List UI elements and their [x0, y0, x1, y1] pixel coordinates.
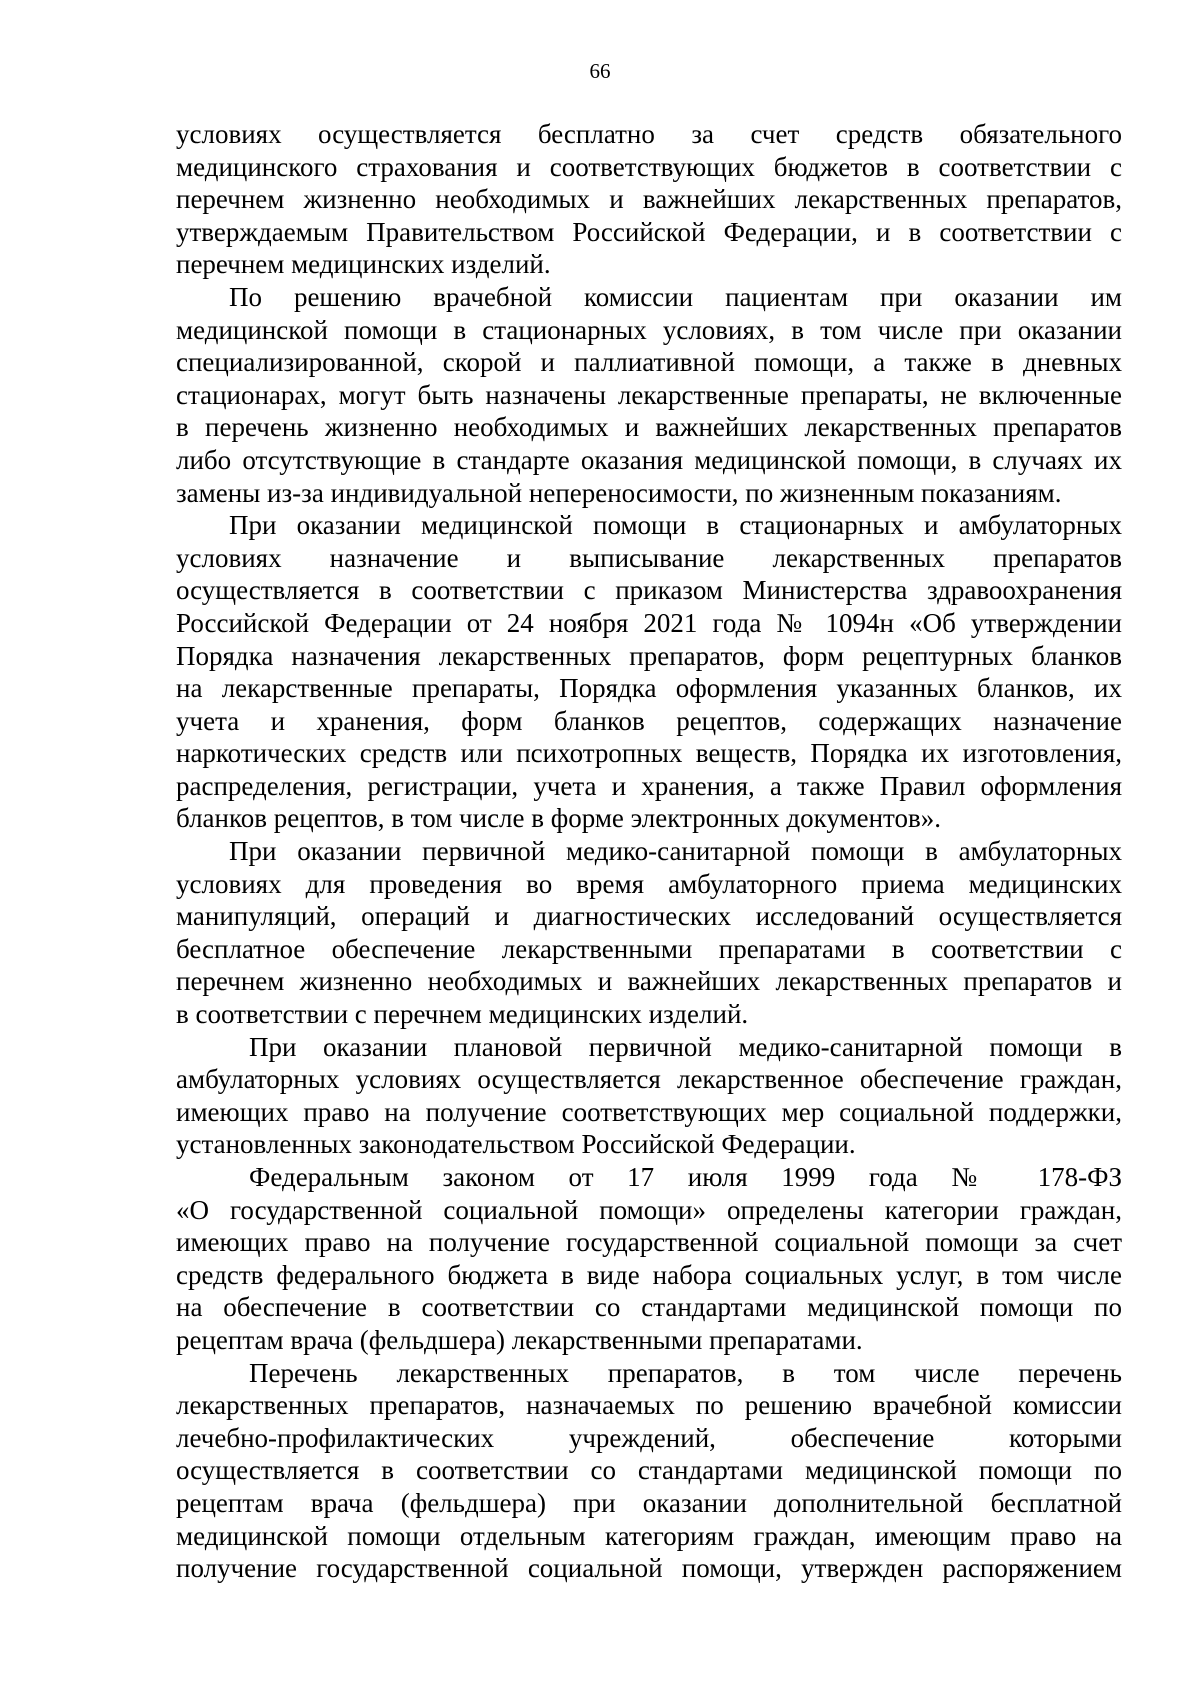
text-line: бесплатное обеспечение лекарственными препаратами в соответствии с — [176, 933, 1122, 964]
text-line: «О государственной социальной помощи» определены категории граждан, — [176, 1194, 1122, 1225]
text-line: рецептам врача (фельдшера) при оказании дополнительной бесплатной — [176, 1487, 1122, 1518]
text-line: осуществляется в соответствии со стандартами медицинской помощи по — [176, 1455, 1122, 1486]
paragraph — [176, 281, 1122, 509]
paragraph — [176, 1357, 1122, 1585]
text-line: наркотических средств или психотропных веществ, Порядка их изготовления, — [176, 738, 1122, 769]
text-line: утверждаемым Правительством Российской Федерации, и в соответствии с — [176, 216, 1122, 247]
text-line: манипуляций, операций и диагностических исследований осуществляется — [176, 901, 1122, 932]
text-line: на обеспечение в соответствии со стандартами медицинской помощи по — [176, 1292, 1122, 1323]
text-line: в перечень жизненно необходимых и важнейших лекарственных препаратов — [176, 412, 1122, 443]
text-line: учета и хранения, форм бланков рецептов, содержащих назначение — [176, 705, 1122, 736]
text-line: Федеральным законом от 17 июля 1999 года № 178-ФЗ — [249, 1162, 1122, 1192]
text-line: перечнем медицинских изделий. — [176, 249, 551, 280]
text-line: замены из-за индивидуальной непереносимости, по жизненным показаниям. — [176, 477, 1062, 508]
text-line: При оказании плановой первичной медико-санитарной помощи в — [249, 1031, 1122, 1062]
text-line: рецептам врача (фельдшера) лекарственными препаратами. — [176, 1324, 863, 1355]
document-body — [176, 118, 1122, 1585]
text-line: условиях для проведения во время амбулаторного приема медицинских — [176, 868, 1122, 899]
text-line: При оказании первичной медико-санитарной помощи в амбулаторных — [229, 836, 1122, 867]
text-line: в соответствии с перечнем медицинских изделий. — [176, 999, 749, 1030]
text-line: специализированной, скорой и паллиативной помощи, а также в дневных — [176, 347, 1122, 378]
text-line: либо отсутствующие в стандарте оказания медицинской помощи, в случаях их — [176, 444, 1122, 475]
text-line: имеющих право на получение государственной социальной помощи за счет — [176, 1227, 1122, 1258]
text-line: Порядка назначения лекарственных препаратов, форм рецептурных бланков — [176, 640, 1122, 671]
paragraph — [176, 1031, 1122, 1161]
text-line: Перечень лекарственных препаратов, в том числе перечень — [249, 1357, 1122, 1388]
paragraph — [176, 835, 1122, 1031]
text-line: медицинской помощи отдельным категориям граждан, имеющим право на — [176, 1520, 1122, 1551]
text-line: получение государственной социальной помощи, утвержден распоряжением — [176, 1553, 1122, 1584]
text-line: По решению врачебной комиссии пациентам при оказании им — [229, 281, 1122, 312]
text-line: амбулаторных условиях осуществляется лекарственное обеспечение граждан, — [176, 1064, 1122, 1095]
text-line: лечебно-профилактических учреждений, обеспечение которыми — [176, 1422, 1122, 1453]
paragraph — [176, 1161, 1122, 1357]
text-line: При оказании медицинской помощи в стационарных и амбулаторных — [229, 510, 1122, 541]
page-number: 66 — [589, 59, 611, 83]
paragraph — [176, 118, 1122, 281]
text-line: лекарственных препаратов, назначаемых по решению врачебной комиссии — [176, 1390, 1122, 1421]
text-line: перечнем жизненно необходимых и важнейших лекарственных препаратов, — [176, 184, 1122, 215]
text-line: на лекарственные препараты, Порядка оформления указанных бланков, их — [176, 673, 1122, 704]
text-line: перечнем жизненно необходимых и важнейших лекарственных препаратов и — [176, 966, 1122, 997]
paragraph — [176, 509, 1122, 835]
text-line: стационарах, могут быть назначены лекарственные препараты, не включенные — [176, 379, 1122, 410]
text-line: медицинского страхования и соответствующих бюджетов в соответствии с — [176, 151, 1122, 182]
text-line: имеющих право на получение соответствующих мер социальной поддержки, — [176, 1096, 1122, 1127]
text-line: осуществляется в соответствии с приказом Министерства здравоохранения — [176, 575, 1122, 606]
text-line: средств федерального бюджета в виде набора социальных услуг, в том числе — [176, 1259, 1122, 1290]
text-line: бланков рецептов, в том числе в форме электронных документов». — [176, 803, 941, 834]
text-line: медицинской помощи в стационарных условиях, в том числе при оказании — [176, 314, 1122, 345]
text-line: условиях осуществляется бесплатно за счет средств обязательного — [176, 119, 1122, 149]
text-line: распределения, регистрации, учета и хранения, а также Правил оформления — [176, 770, 1122, 801]
text-line: условиях назначение и выписывание лекарственных препаратов — [176, 542, 1122, 573]
text-line: установленных законодательством Российской Федерации. — [176, 1129, 856, 1160]
text-line: Российской Федерации от 24 ноября 2021 года № 1094н «Об утверждении — [176, 607, 1122, 638]
